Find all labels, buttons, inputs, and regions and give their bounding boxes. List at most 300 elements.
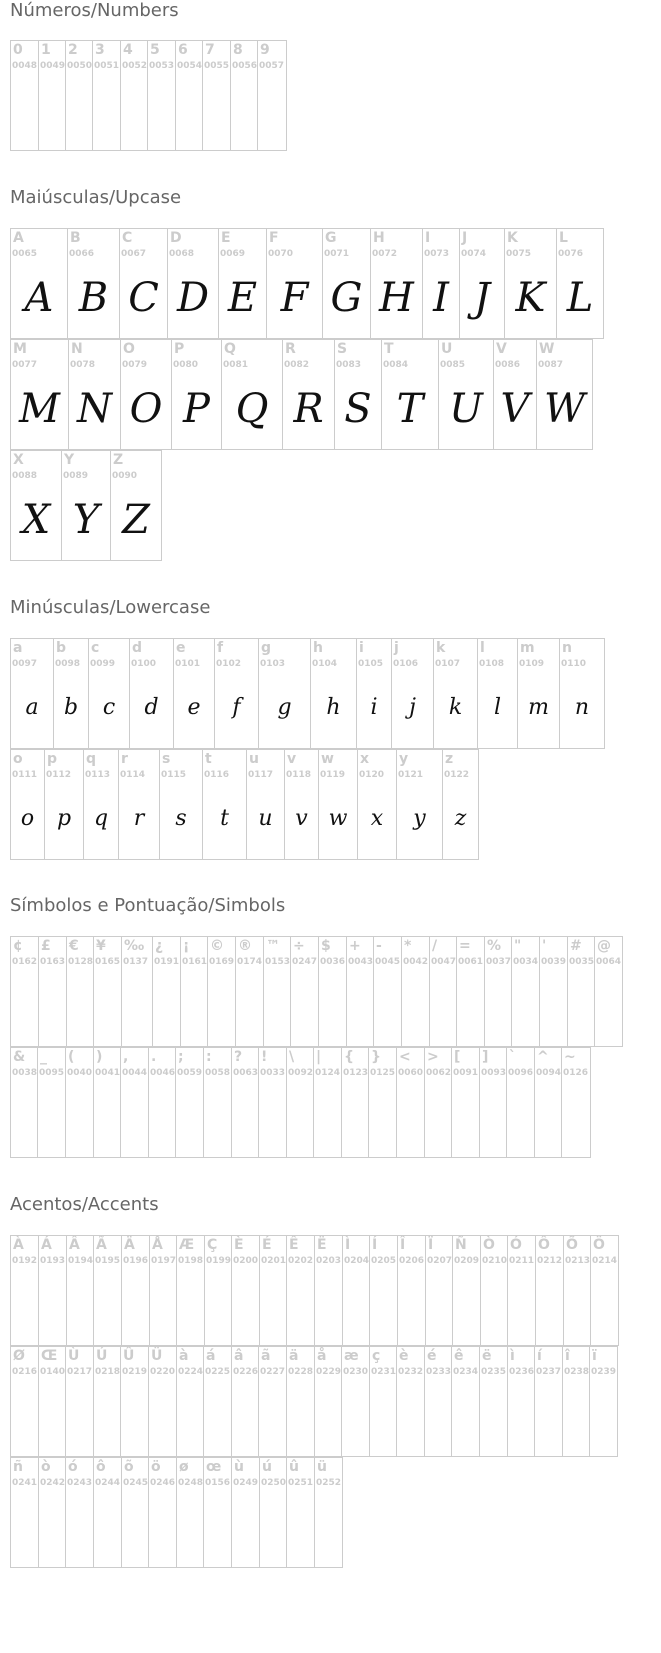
glyph-label: Á — [41, 1237, 52, 1253]
glyph-code: 0102 — [216, 659, 242, 669]
glyph-code: 0232 — [398, 1367, 424, 1377]
glyph-cell — [434, 639, 478, 748]
glyph-cell — [357, 639, 392, 748]
glyph-label: ä — [289, 1348, 299, 1364]
glyph-label: ê — [454, 1348, 464, 1364]
glyph-code: 0112 — [46, 770, 72, 780]
glyph-cell — [494, 340, 537, 449]
glyph-code: 0094 — [536, 1068, 562, 1078]
glyph-code: 0052 — [122, 61, 148, 71]
glyph-label: 7 — [205, 42, 215, 58]
glyph-cell — [560, 639, 604, 748]
glyph-code: 0106 — [393, 659, 419, 669]
glyph-code: 0050 — [67, 61, 93, 71]
glyph-label: F — [269, 230, 279, 246]
glyph-code: 0193 — [40, 1256, 66, 1266]
glyph-cell — [11, 937, 39, 1046]
glyph-cell — [563, 1347, 590, 1456]
glyph-sample: J — [473, 274, 491, 321]
glyph-cell — [315, 1347, 342, 1456]
glyph-label: Ö — [593, 1237, 605, 1253]
glyph-sample: b — [63, 694, 79, 720]
glyph-cell — [149, 1048, 176, 1157]
glyph-sample: x — [370, 805, 384, 831]
glyph-label: Q — [224, 341, 236, 357]
glyph-cell — [219, 229, 267, 338]
glyph-sample: v — [295, 805, 308, 831]
glyph-cell — [335, 340, 382, 449]
glyph-label: Ñ — [455, 1237, 467, 1253]
glyph-cell — [11, 41, 39, 150]
glyph-code: 0174 — [237, 957, 263, 967]
accents-row — [10, 1457, 343, 1568]
glyph-code: 0105 — [358, 659, 384, 669]
glyph-label: g — [261, 640, 272, 656]
glyph-code: 0209 — [454, 1256, 480, 1266]
glyph-sample: n — [574, 694, 590, 720]
glyph-label: m — [520, 640, 535, 656]
glyph-cell — [485, 937, 512, 1046]
glyph-code: 0212 — [537, 1256, 563, 1266]
glyph-label: n — [562, 640, 572, 656]
glyph-label: € — [69, 938, 79, 954]
glyph-cell — [480, 1048, 507, 1157]
glyph-cell — [480, 1347, 508, 1456]
glyph-cell — [591, 1236, 618, 1345]
glyph-cell — [374, 937, 402, 1046]
glyph-cell — [204, 1458, 232, 1567]
glyph-cell — [11, 340, 69, 449]
glyph-label: ' — [542, 938, 547, 954]
glyph-cell — [247, 750, 285, 859]
glyph-label: ] — [482, 1049, 489, 1065]
glyph-cell — [439, 340, 494, 449]
glyph-code: 0226 — [233, 1367, 259, 1377]
glyph-label: H — [373, 230, 385, 246]
glyph-cell — [62, 451, 111, 560]
glyph-code: 0073 — [424, 249, 450, 259]
glyph-code: 0230 — [343, 1367, 369, 1377]
glyph-cell — [176, 1048, 204, 1157]
glyph-cell — [67, 1236, 94, 1345]
glyph-code: 0067 — [121, 249, 147, 259]
glyph-sample: M — [19, 385, 60, 432]
glyph-cell — [460, 229, 505, 338]
glyph-cell — [149, 1347, 177, 1456]
glyph-sample: S — [344, 385, 372, 432]
glyph-sample: B — [78, 274, 109, 321]
glyph-label: ^ — [537, 1049, 549, 1065]
glyph-cell — [287, 1236, 315, 1345]
glyph-code: 0241 — [12, 1478, 38, 1488]
glyph-label: i — [359, 640, 364, 656]
glyph-cell — [111, 451, 161, 560]
glyph-label: ) — [96, 1049, 103, 1065]
glyph-code: 0045 — [375, 957, 401, 967]
glyph-sample: E — [227, 274, 258, 321]
glyph-code: 0033 — [260, 1068, 286, 1078]
glyph-label: ù — [234, 1459, 244, 1475]
glyph-sample: k — [448, 694, 463, 720]
glyph-code: 0037 — [486, 957, 512, 967]
glyph-label: B — [70, 230, 81, 246]
glyph-cell — [369, 1048, 397, 1157]
glyph-cell — [392, 639, 434, 748]
glyph-label: î — [565, 1348, 570, 1364]
glyph-label: * — [404, 938, 412, 954]
glyph-code: 0124 — [315, 1068, 341, 1078]
glyph-sample: I — [433, 274, 449, 321]
glyph-sample: Z — [122, 496, 150, 543]
glyph-cell — [67, 937, 94, 1046]
glyph-cell — [121, 41, 148, 150]
glyph-cell — [443, 750, 478, 859]
glyph-code: 0038 — [12, 1068, 38, 1078]
glyph-code: 0119 — [320, 770, 346, 780]
glyph-code: 0108 — [479, 659, 505, 669]
upcase-row — [10, 228, 604, 339]
glyph-label: ô — [96, 1459, 106, 1475]
glyph-code: 0089 — [63, 471, 89, 481]
glyph-sample: t — [220, 805, 229, 831]
glyph-sample: H — [379, 274, 414, 321]
glyph-cell — [222, 340, 283, 449]
glyph-label: j — [394, 640, 399, 656]
glyph-label: â — [234, 1348, 244, 1364]
glyph-label: ó — [68, 1459, 78, 1475]
glyph-label: h — [313, 640, 323, 656]
glyph-cell — [181, 937, 208, 1046]
glyph-sample: l — [493, 694, 502, 720]
glyph-label: / — [432, 938, 438, 954]
glyph-label: í — [537, 1348, 542, 1364]
glyph-sample: z — [454, 805, 467, 831]
glyph-cell — [508, 1236, 536, 1345]
glyph-cell — [11, 639, 54, 748]
symbols-row — [10, 1047, 591, 1158]
glyph-label: _ — [40, 1049, 47, 1065]
glyph-label: Õ — [566, 1237, 578, 1253]
glyph-code: 0071 — [324, 249, 350, 259]
glyph-cell — [232, 1458, 260, 1567]
glyph-label: & — [13, 1049, 26, 1065]
glyph-code: 0120 — [359, 770, 385, 780]
glyph-label: + — [349, 938, 361, 954]
glyph-code: 0101 — [175, 659, 201, 669]
glyph-code: 0116 — [204, 770, 230, 780]
glyph-code: 0054 — [177, 61, 203, 71]
glyph-code: 0249 — [233, 1478, 259, 1488]
glyph-label: > — [427, 1049, 439, 1065]
section-title-symbols: Símbolos e Pontuação/Simbols — [10, 895, 286, 916]
glyph-label: õ — [124, 1459, 134, 1475]
glyph-label: é — [427, 1348, 437, 1364]
glyph-code: 0156 — [205, 1478, 231, 1488]
glyph-label: b — [56, 640, 67, 656]
glyph-cell — [564, 1236, 591, 1345]
glyph-code: 0122 — [444, 770, 470, 780]
lowercase-row — [10, 749, 479, 860]
glyph-label: à — [179, 1348, 189, 1364]
glyph-cell — [342, 1347, 370, 1456]
glyph-label: " — [514, 938, 522, 954]
glyph-code: 0191 — [154, 957, 180, 967]
glyph-code: 0075 — [506, 249, 532, 259]
glyph-code: 0115 — [161, 770, 187, 780]
glyph-cell — [358, 750, 397, 859]
glyph-cell — [535, 1048, 562, 1157]
glyph-code: 0107 — [435, 659, 461, 669]
glyph-label: E — [221, 230, 231, 246]
glyph-code: 0036 — [320, 957, 346, 967]
glyph-cell — [94, 1236, 122, 1345]
glyph-label: . — [151, 1049, 157, 1065]
glyph-cell — [397, 1048, 425, 1157]
glyph-cell — [69, 340, 121, 449]
glyph-sample: f — [232, 694, 241, 720]
glyph-code: 0125 — [370, 1068, 396, 1078]
glyph-cell — [562, 1048, 590, 1157]
glyph-code: 0118 — [286, 770, 312, 780]
glyph-label: @ — [597, 938, 611, 954]
glyph-code: 0126 — [563, 1068, 589, 1078]
section-title-lowercase: Minúsculas/Lowercase — [10, 597, 211, 618]
glyph-sample: D — [176, 274, 210, 321]
glyph-sample: i — [370, 694, 378, 720]
glyph-code: 0065 — [12, 249, 38, 259]
glyph-cell — [122, 937, 153, 1046]
glyph-code: 0231 — [371, 1367, 397, 1377]
glyph-cell — [540, 937, 568, 1046]
glyph-sample: e — [187, 694, 201, 720]
glyph-cell — [168, 229, 219, 338]
glyph-label: 0 — [13, 42, 23, 58]
glyph-label: e — [176, 640, 186, 656]
glyph-label: ö — [151, 1459, 161, 1475]
glyph-code: 0239 — [591, 1367, 617, 1377]
glyph-sample: g — [277, 694, 292, 720]
glyph-code: 0203 — [316, 1256, 342, 1266]
glyph-code: 0220 — [150, 1367, 176, 1377]
glyph-cell — [287, 1458, 315, 1567]
glyph-code: 0110 — [561, 659, 587, 669]
glyph-sample: s — [175, 805, 187, 831]
glyph-code: 0092 — [288, 1068, 314, 1078]
glyph-label: L — [559, 230, 568, 246]
glyph-sample: U — [449, 385, 483, 432]
glyph-label: ™ — [266, 938, 280, 954]
glyph-code: 0233 — [426, 1367, 452, 1377]
glyph-label: ‰ — [124, 938, 145, 954]
glyph-cell — [121, 1048, 149, 1157]
glyph-sample: c — [102, 694, 116, 720]
glyph-cell — [84, 750, 119, 859]
glyph-sample: F — [280, 274, 309, 321]
glyph-cell — [39, 41, 66, 150]
glyph-label: œ — [206, 1459, 222, 1475]
glyph-sample: K — [515, 274, 546, 321]
glyph-cell — [371, 229, 423, 338]
glyph-label: D — [170, 230, 182, 246]
glyph-cell — [590, 1347, 617, 1456]
glyph-sample: o — [20, 805, 35, 831]
glyph-cell — [11, 229, 68, 338]
glyph-label: ë — [482, 1348, 492, 1364]
glyph-label: w — [321, 751, 334, 767]
glyph-cell — [11, 1048, 38, 1157]
glyph-cell — [122, 1236, 150, 1345]
glyph-code: 0049 — [40, 61, 66, 71]
glyph-cell — [557, 229, 603, 338]
glyph-sample: h — [326, 694, 341, 720]
glyph-label: I — [425, 230, 431, 246]
glyph-label: Æ — [179, 1237, 195, 1253]
glyph-code: 0095 — [39, 1068, 65, 1078]
glyph-cell — [314, 1048, 342, 1157]
glyph-code: 0060 — [398, 1068, 424, 1078]
glyph-code: 0088 — [12, 471, 38, 481]
glyph-code: 0082 — [284, 360, 310, 370]
glyph-label: P — [174, 341, 185, 357]
glyph-label: ( — [68, 1049, 75, 1065]
glyph-label: Ã — [96, 1237, 107, 1253]
glyph-cell — [315, 1458, 342, 1567]
glyph-cell — [66, 1347, 94, 1456]
glyph-code: 0043 — [348, 957, 374, 967]
glyph-code: 0206 — [399, 1256, 425, 1266]
glyph-cell — [315, 1236, 343, 1345]
glyph-sample: P — [183, 385, 210, 432]
glyph-label: Å — [152, 1237, 163, 1253]
glyph-label: Ë — [317, 1237, 327, 1253]
glyph-cell — [66, 1458, 94, 1567]
glyph-label: Í — [372, 1237, 378, 1253]
glyph-sample: p — [56, 805, 72, 831]
glyph-label: # — [570, 938, 582, 954]
glyph-code: 0078 — [70, 360, 96, 370]
glyph-sample: X — [21, 496, 51, 543]
glyph-cell — [120, 229, 168, 338]
glyph-cell — [453, 1236, 481, 1345]
glyph-cell — [452, 1347, 480, 1456]
glyph-label: d — [132, 640, 143, 656]
glyph-cell — [319, 750, 358, 859]
glyph-sample: A — [24, 274, 54, 321]
glyph-cell — [172, 340, 222, 449]
glyph-code: 0074 — [461, 249, 487, 259]
glyph-cell — [287, 1048, 314, 1157]
glyph-code: 0098 — [55, 659, 81, 669]
glyph-label: Û — [123, 1348, 135, 1364]
glyph-cell — [94, 937, 122, 1046]
glyph-cell — [319, 937, 347, 1046]
glyph-label: Ê — [289, 1237, 299, 1253]
glyph-label: ì — [510, 1348, 515, 1364]
glyph-code: 0200 — [233, 1256, 259, 1266]
glyph-code: 0252 — [316, 1478, 342, 1488]
glyph-label: 5 — [150, 42, 160, 58]
glyph-code: 0234 — [453, 1367, 479, 1377]
glyph-cell — [11, 750, 45, 859]
glyph-cell — [347, 937, 374, 1046]
glyph-cell — [94, 1458, 122, 1567]
glyph-cell — [208, 937, 236, 1046]
glyph-cell — [423, 229, 460, 338]
glyph-code: 0062 — [426, 1068, 452, 1078]
glyph-cell — [260, 1458, 287, 1567]
glyph-label: M — [13, 341, 27, 357]
glyph-cell — [370, 1236, 398, 1345]
glyph-code: 0246 — [150, 1478, 176, 1488]
glyph-code: 0198 — [178, 1256, 204, 1266]
glyph-cell — [382, 340, 439, 449]
glyph-label: £ — [41, 938, 51, 954]
glyph-label: 9 — [260, 42, 270, 58]
glyph-cell — [39, 937, 67, 1046]
glyph-label: Â — [69, 1237, 80, 1253]
glyph-cell — [153, 937, 181, 1046]
accents-row — [10, 1346, 618, 1457]
glyph-label: k — [436, 640, 446, 656]
glyph-code: 0034 — [513, 957, 539, 967]
glyph-code: 0248 — [178, 1478, 204, 1488]
glyph-cell — [537, 340, 592, 449]
glyph-label: c — [91, 640, 100, 656]
glyph-label: ¢ — [13, 938, 23, 954]
glyph-code: 0217 — [67, 1367, 93, 1377]
glyph-cell — [402, 937, 430, 1046]
glyph-code: 0247 — [292, 957, 318, 967]
glyph-cell — [177, 1458, 204, 1567]
glyph-cell — [232, 1236, 260, 1345]
glyph-cell — [259, 1048, 287, 1157]
glyph-label: < — [399, 1049, 411, 1065]
glyph-cell — [148, 41, 176, 150]
glyph-code: 0236 — [509, 1367, 535, 1377]
glyph-code: 0195 — [95, 1256, 121, 1266]
glyph-sample: r — [133, 805, 145, 831]
glyph-label: Ä — [124, 1237, 135, 1253]
glyph-cell — [267, 229, 323, 338]
glyph-label: V — [496, 341, 507, 357]
glyph-code: 0072 — [372, 249, 398, 259]
glyph-cell — [260, 1236, 287, 1345]
glyph-code: 0251 — [288, 1478, 314, 1488]
glyph-cell — [508, 1347, 535, 1456]
glyph-cell — [425, 1048, 452, 1157]
glyph-code: 0202 — [288, 1256, 314, 1266]
glyph-sample: m — [528, 694, 549, 720]
glyph-code: 0061 — [458, 957, 484, 967]
glyph-cell — [130, 639, 174, 748]
glyph-code: 0083 — [336, 360, 362, 370]
glyph-cell — [283, 340, 335, 449]
glyph-cell — [311, 639, 357, 748]
glyph-sample: a — [25, 694, 39, 720]
glyph-code: 0210 — [482, 1256, 508, 1266]
glyph-code: 0047 — [431, 957, 457, 967]
glyph-code: 0194 — [68, 1256, 94, 1266]
glyph-cell — [481, 1236, 508, 1345]
glyph-code: 0169 — [209, 957, 235, 967]
glyph-cell — [66, 41, 93, 150]
glyph-cell — [93, 41, 121, 150]
glyph-label: $ — [321, 938, 331, 954]
glyph-cell — [518, 639, 560, 748]
glyph-cell — [258, 41, 286, 150]
glyph-code: 0243 — [67, 1478, 93, 1488]
glyph-code: 0153 — [265, 957, 291, 967]
